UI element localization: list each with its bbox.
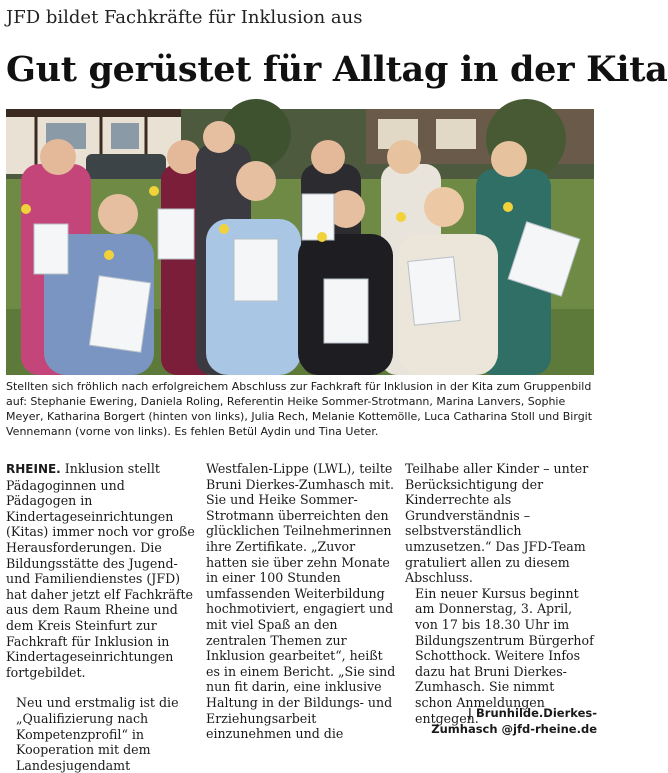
paragraph-2-cont: Westfalen-Lippe (LWL), teilte Bruni Dierkes-Zumhasch mit. Sie und Heike Sommer-Strotmann überreichten den glücklichen Teilnehmerinnen ihre Zertifikate. „Zuvor hatten sie über zehn Monate in einer 100 Stunden umfassenden Weiterbildung hochmotiviert, engagiert und mit viel Spaß an den zentralen Themen zur Inklusion gearbeitet“, heißt es in einem Bericht. „Sie sind nun fit darin, eine inklusive Haltung in der Bildungs- und Erziehungsarbeit einzunehmen und die bbox=[206, 461, 396, 742]
group-photo bbox=[6, 109, 594, 375]
author-email bbox=[405, 705, 597, 737]
photo-caption: Stellten sich fröhlich nach erfolgreichem Abschluss zur Fachkraft für Inklusion in der Kita zum Gruppenbild auf: Stephanie Ewering, Daniela Roling, Referentin Heike Sommer-Strotmann, Marina Lanvers, Sophie Meyer, Katharina Borgert (hinten von links), Julia Rech, Melanie Kottemölle, Luca Catharina Stoll und Birgit Vennemann (vorne von links). Es fehlen Betül Aydin und Tina Ueter. bbox=[6, 380, 593, 438]
article-column-1 bbox=[6, 461, 198, 773]
paragraph-1: Inklusion stellt Pädagoginnen und Pädagogen in Kindertageseinrichtungen (Kitas) immer noch vor große Herausforderungen. Die Bildungsstätte des Jugend- und Familiendienstes (JFD) hat daher jetzt elf Fachkräfte aus dem Raum Rheine und dem Kreis Steinfurt zur Fachkraft für Inklusion in Kindertageseinrichtungen fortgebildet. bbox=[6, 461, 195, 680]
article-column-2 bbox=[206, 461, 398, 742]
headline: Gut gerüstet für Alltag in der Kita bbox=[6, 49, 668, 90]
paragraph-3: Ein neuer Kursus beginnt am Donnerstag, 3. April, von 17 bis 18.30 Uhr im Bildungszentrum Bürgerhof Schotthock. Weitere Infos dazu hat Bruni Dierkes-Zumhasch. Sie nimmt schon Anmeldungen entgegen. bbox=[415, 585, 594, 726]
kicker: JFD bildet Fachkräfte für Inklusion aus bbox=[6, 7, 363, 28]
paragraph-2-end: Teilhabe aller Kinder – unter Berücksichtigung der Kinderrechte als Grundverständnis – selbstverständlich umzusetzen.“ Das JFD-Team gratuliert allen zu diesem Abschluss. bbox=[405, 461, 589, 586]
article-column-3 bbox=[405, 461, 595, 726]
author-line-1: | Brunhilde.Dierkes- bbox=[467, 706, 597, 720]
paragraph-2-start: Neu und erstmalig ist die „Qualifizierung nach Kompetenzprofil“ in Kooperation mit dem Landesjugendamt bbox=[16, 695, 179, 773]
author-line-2: Zumhasch @jfd-rheine.de bbox=[431, 722, 597, 736]
dateline: RHEINE. bbox=[6, 462, 61, 476]
